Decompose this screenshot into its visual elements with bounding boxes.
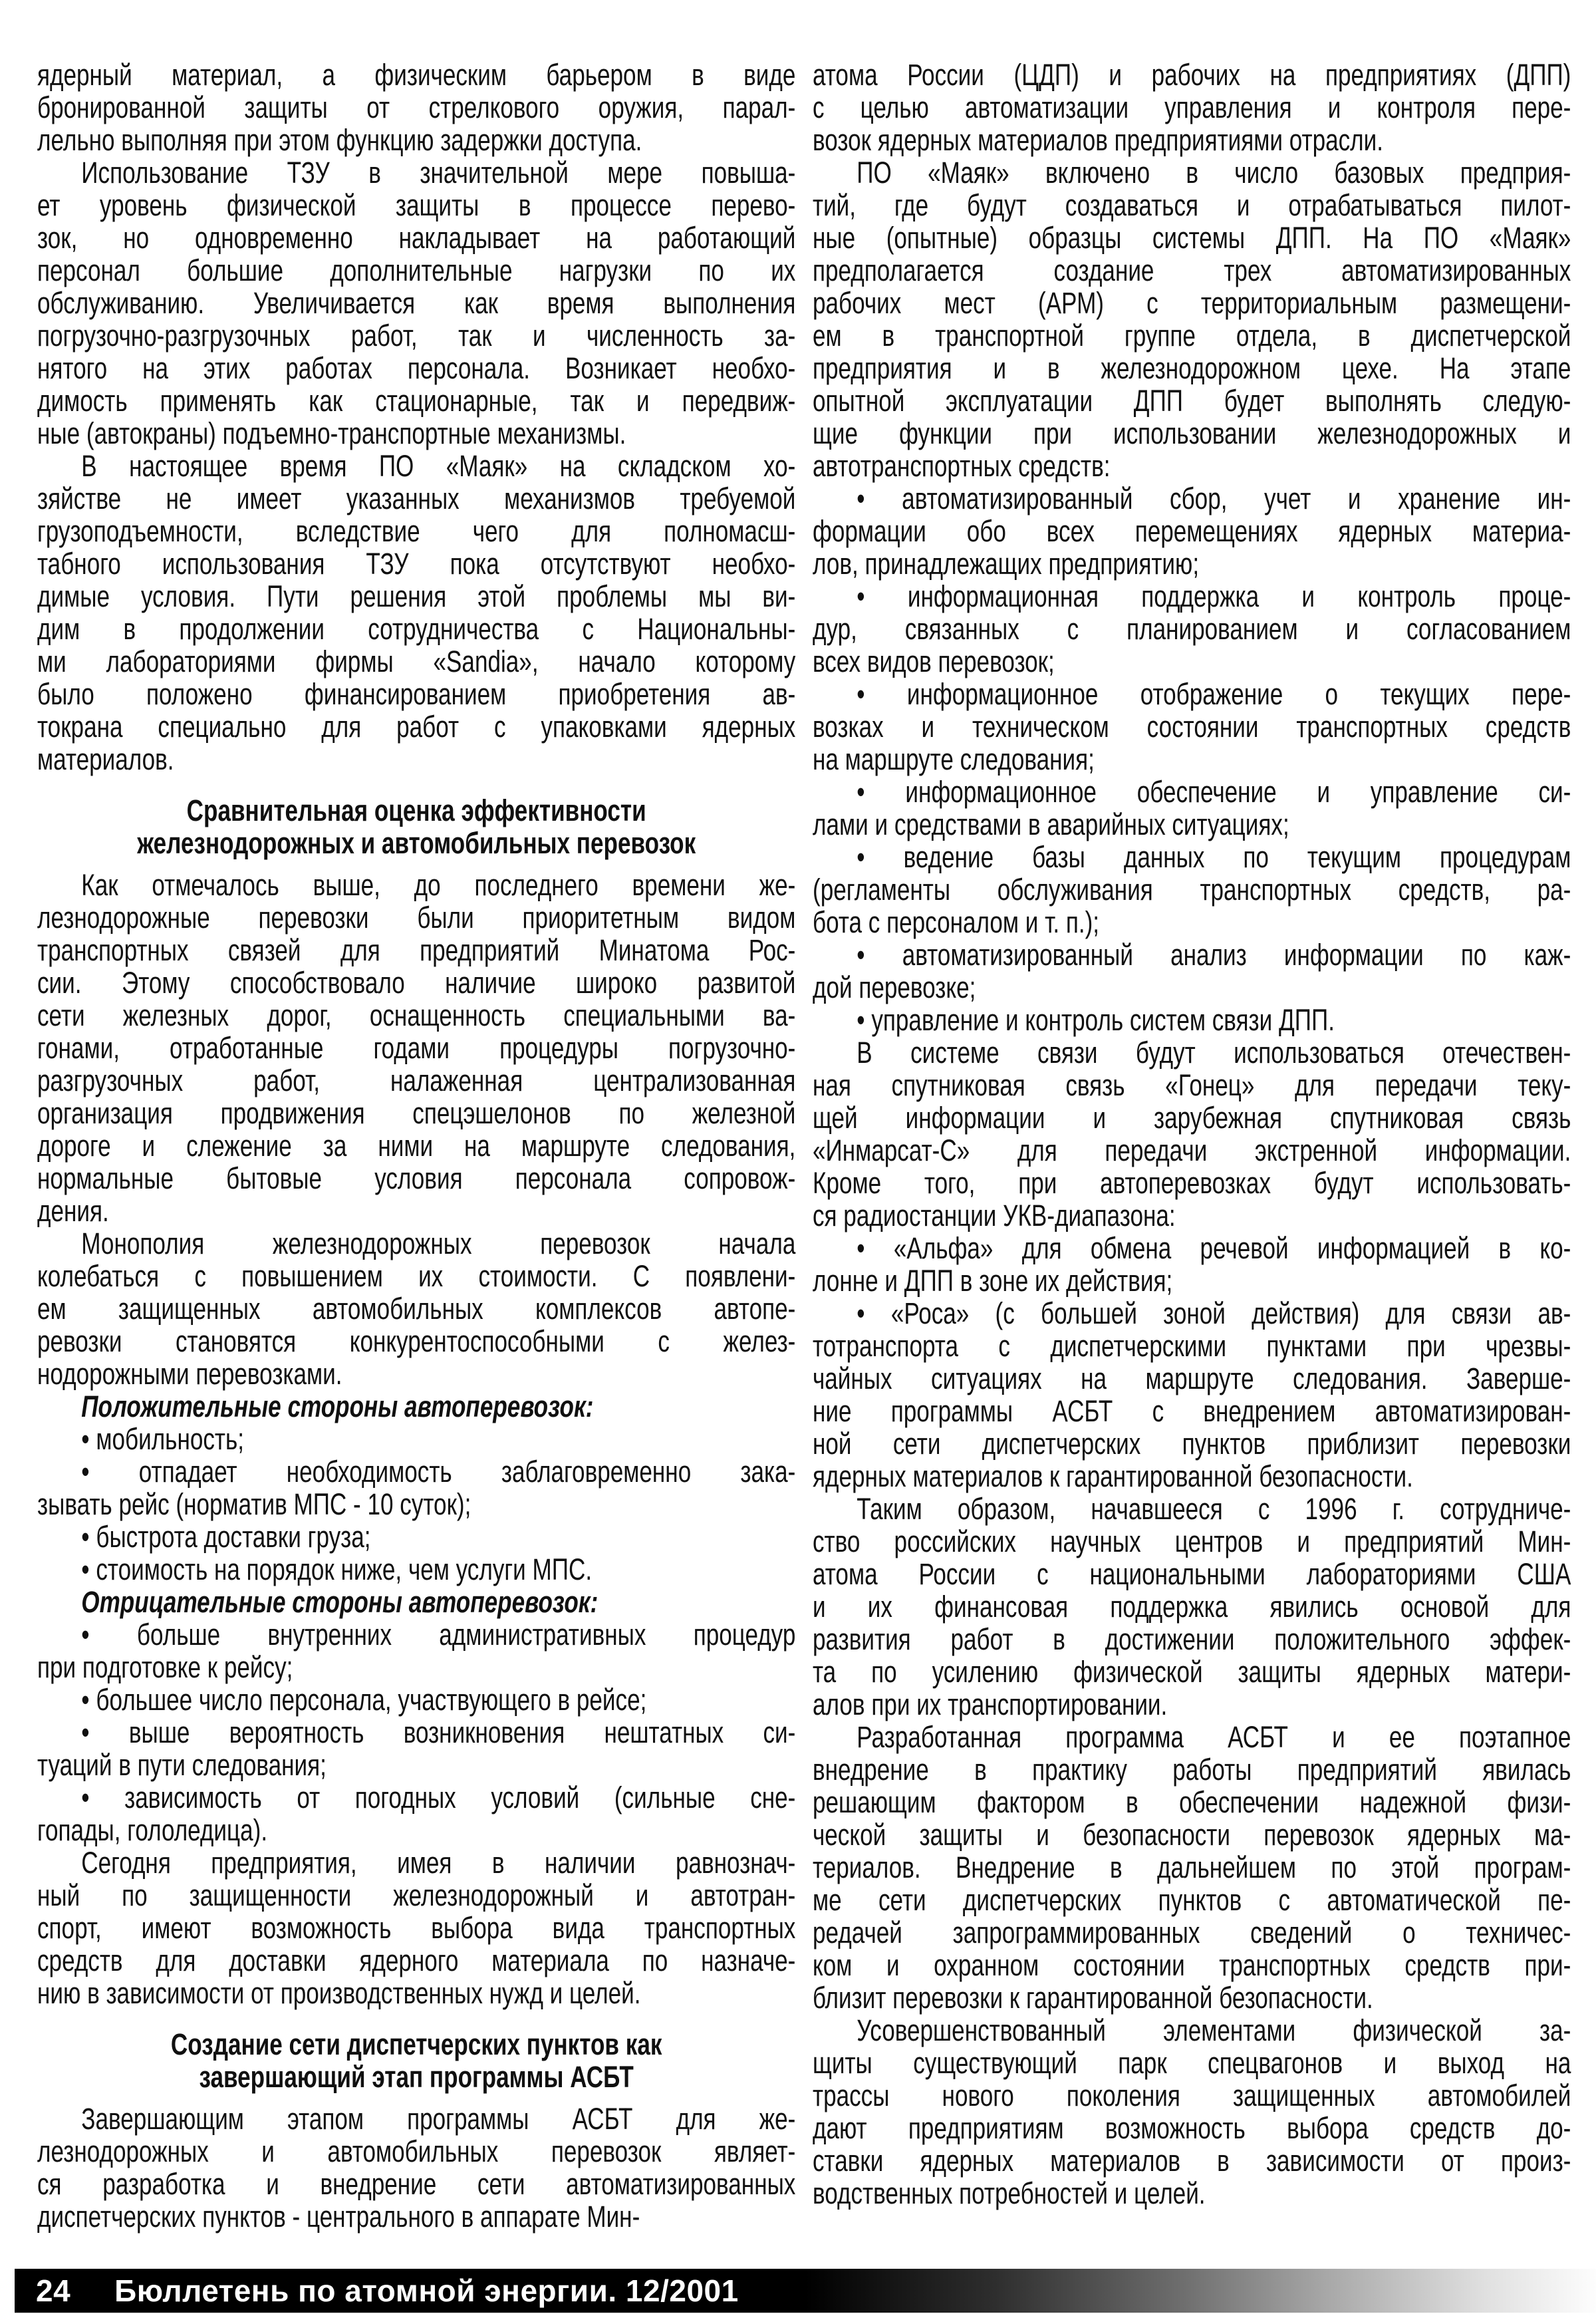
text-line: та по усилению физической защиты ядерных матери-	[813, 1655, 1571, 1689]
text-line: нию в зависимости от производственных нужд и целей.	[37, 1976, 641, 2010]
bullet-item	[813, 1297, 1571, 1493]
text-line: териалов. Внедрение в дальнейшем по этой програм-	[813, 1850, 1571, 1884]
text-line: зок, но одновременно накладывает на работающий	[37, 221, 796, 255]
text-line: лами и средствами в аварийных ситуациях;	[813, 807, 1289, 841]
text-line: Усовершенствованный элементами физической за-	[857, 2013, 1571, 2047]
text-line: Положительные стороны автоперевозок:	[81, 1389, 594, 1423]
text-line: формации обо всех перемещениях ядерных материа-	[813, 514, 1571, 548]
text-line: • стоимость на порядок ниже, чем услуги МПС.	[81, 1552, 593, 1586]
text-line: алов при их транспортировании.	[813, 1687, 1168, 1721]
text-line: (регламенты обслуживания транспортных средств, ра-	[813, 873, 1571, 907]
text-line: ет уровень физической защиты в процессе перево-	[37, 188, 796, 222]
paragraph	[37, 156, 795, 450]
text-line: гонами, отработанные годами процедуры погрузочно-	[37, 1031, 796, 1065]
text-line: ставки ядерных материалов в зависимости от произ-	[813, 2144, 1571, 2178]
text-line: лельно выполняя при этом функцию задержки доступа.	[37, 123, 642, 157]
text-line: • информационная поддержка и контроль проце-	[857, 579, 1571, 613]
text-line: ние программы АСБТ с внедрением автоматизирован-	[813, 1394, 1571, 1428]
text-line: дим в продолжении сотрудничества с Национальны-	[37, 612, 796, 646]
text-line: диспетчерских пунктов - центрального в аппарате Мин-	[37, 2200, 640, 2234]
text-line: материалов.	[37, 742, 174, 776]
paragraph	[813, 156, 1571, 482]
journal-title: Бюллетень по атомной энергии. 12/2001	[114, 2273, 739, 2308]
text-line: бота с персоналом и т. п.);	[813, 905, 1100, 939]
text-line: транспортных связей для предприятий Минатома Рос-	[37, 933, 796, 967]
text-line: нятого на этих работах персонала. Возникает необхо-	[37, 351, 796, 385]
text-line: всех видов перевозок;	[813, 645, 1055, 678]
text-line: Использование ТЗУ в значительной мере повыша-	[81, 156, 796, 190]
bullet-item	[37, 1781, 795, 1846]
text-line: железнодорожных и автомобильных перевозок	[137, 826, 696, 860]
text-line: «Инмарсат-С» для передачи экстренной информации.	[813, 1133, 1571, 1167]
text-line: на маршруте следования;	[813, 742, 1095, 776]
text-line: дур, связанных с планированием и согласованием	[813, 612, 1571, 646]
text-line: • автоматизированный сбор, учет и хранение ин-	[857, 482, 1571, 515]
text-line: Как отмечалось выше, до последнего времени же-	[81, 868, 796, 902]
text-line: ком и охранном состоянии транспортных средств при-	[813, 1948, 1571, 1982]
text-line: Разработанная программа АСБТ и ее поэтапное	[857, 1720, 1571, 1754]
text-line: развития работ в достижении положительного эффек-	[813, 1622, 1571, 1656]
text-line: и их финансовая поддержка явились основой для	[813, 1590, 1571, 1624]
text-line: • управление и контроль систем связи ДПП.	[857, 1003, 1335, 1037]
text-line: • зависимость от погодных условий (сильные сне-	[81, 1781, 796, 1814]
text-line: • отпадает необходимость заблаговременно зака-	[81, 1455, 796, 1489]
text-line: чайных ситуациях на маршруте следования. Заверше-	[813, 1362, 1571, 1395]
paragraph	[813, 1493, 1571, 1721]
text-line: погрузочно-разгрузочных работ, так и численность за-	[37, 319, 796, 353]
text-line: ная спутниковая связь «Гонец» для передачи теку-	[813, 1068, 1571, 1102]
text-columns	[37, 59, 1571, 2233]
paragraph	[813, 1036, 1571, 1232]
bullet-item	[813, 678, 1571, 776]
bullet-item	[813, 776, 1571, 841]
text-line: автотранспортных средств:	[813, 449, 1111, 483]
text-line: дения.	[37, 1194, 109, 1228]
page-number: 24	[36, 2273, 71, 2308]
text-line: бронированной защиты от стрелкового оружия, парал-	[37, 90, 796, 124]
text-line: предприятия и в железнодорожном цехе. На этапе	[813, 351, 1571, 385]
bullet-item	[813, 580, 1571, 678]
paragraph	[813, 1721, 1571, 2014]
text-line: • информационное обеспечение и управление си-	[857, 775, 1571, 809]
text-line: ем в транспортной группе отдела, в диспетчерской	[813, 319, 1571, 353]
text-line: Создание сети диспетчерских пунктов как	[170, 2027, 662, 2061]
text-line: димость применять как стационарные, так и передвиж-	[37, 384, 796, 418]
text-line: • автоматизированный анализ информации по каж-	[857, 938, 1571, 972]
text-line: щей информации и зарубежная спутниковая связь	[813, 1101, 1571, 1135]
text-line: Таким образом, начавшееся с 1996 г. сотрудниче-	[857, 1492, 1571, 1526]
text-line: редачей запрограммированных сведений о техничес-	[813, 1916, 1571, 1950]
bullet-item	[813, 1232, 1571, 1297]
right-column-wrap	[813, 59, 1571, 2233]
text-line: сии. Этому способствовало наличие широко развитой	[37, 966, 796, 1000]
text-line: ся радиостанции УКВ-диапазона:	[813, 1199, 1176, 1232]
text-line: ПО «Маяк» включено в число базовых предприя-	[857, 156, 1571, 190]
left-column-wrap	[37, 59, 795, 2233]
text-line: возок ядерных материалов предприятиями отрасли.	[813, 123, 1384, 157]
text-line: трассы нового поколения защищенных автомобилей	[813, 2079, 1571, 2112]
text-line: близит перевозки к гарантированной безопасности.	[813, 1981, 1373, 2015]
text-line: ный по защищенности железнодорожный и автотран-	[37, 1878, 796, 1912]
text-line: Сегодня предприятия, имея в наличии равнознач-	[81, 1846, 796, 1880]
text-line: разгрузочных работ, налаженная централизованная	[37, 1064, 796, 1097]
text-line: зывать рейс (норматив МПС - 10 суток);	[37, 1487, 471, 1521]
text-line: при подготовке к рейсу;	[37, 1650, 293, 1684]
text-line: ем защищенных автомобильных комплексов автопе-	[37, 1292, 796, 1326]
bullet-item	[37, 1683, 795, 1716]
text-line: персонал большие дополнительные нагрузки по их	[37, 253, 796, 287]
text-line: завершающий этап программы АСБТ	[199, 2060, 634, 2094]
text-line: лов, принадлежащих предприятию;	[813, 547, 1200, 581]
text-line: Сравнительная оценка эффективности	[186, 794, 646, 827]
bullet-item	[813, 1004, 1571, 1036]
text-line: дают предприятиям возможность выбора средств до-	[813, 2111, 1571, 2145]
paragraph	[37, 59, 795, 156]
text-line: В системе связи будут использоваться отечествен-	[857, 1036, 1571, 1070]
text-line: ческой защиты и безопасности перевозок ядерных ма-	[813, 1818, 1571, 1852]
text-line: • большее число персонала, участвующего в рейсе;	[81, 1683, 647, 1717]
text-line: атома России (ЦДП) и рабочих на предприятиях (ДПП)	[813, 58, 1571, 92]
text-line: внедрение в практику работы предприятий явилась	[813, 1753, 1571, 1787]
bullet-item	[37, 1423, 795, 1455]
text-line: водственных потребностей и целей.	[813, 2176, 1206, 2210]
text-line: • быстрота доставки груза;	[81, 1520, 371, 1554]
text-line: • больше внутренних административных процедур	[81, 1618, 796, 1652]
text-line: Монополия железнодорожных перевозок начала	[81, 1227, 796, 1260]
text-line: • выше вероятность возникновения нештатных си-	[81, 1715, 796, 1749]
paragraph	[813, 59, 1571, 156]
paragraph	[37, 1846, 795, 2009]
text-line: табного использования ТЗУ пока отсутствуют необхо-	[37, 547, 796, 581]
text-line: Отрицательные стороны автоперевозок:	[81, 1585, 598, 1619]
bullet-item	[37, 1618, 795, 1683]
text-line: • ведение базы данных по текущим процедурам	[857, 840, 1571, 874]
text-line: щиты существующий парк спецвагонов и выход на	[813, 2046, 1571, 2080]
text-line: • информационное отображение о текущих пере-	[857, 677, 1571, 711]
text-line: тотранспорта с диспетчерскими пунктами при чрезвы-	[813, 1329, 1571, 1363]
text-line: с целью автоматизации управления и контроля пере-	[813, 90, 1571, 124]
bullet-item	[37, 1553, 795, 1586]
bullet-item	[37, 1716, 795, 1781]
left-column	[37, 59, 795, 2233]
text-line: лезнодорожные перевозки были приоритетным видом	[37, 901, 796, 935]
text-line: ядерных материалов к гарантированной безопасности.	[813, 1459, 1413, 1493]
text-line: предполагается создание трех автоматизированных	[813, 253, 1571, 287]
text-line: сети железных дорог, оснащенность специальными ва-	[37, 998, 796, 1032]
text-line: щие функции при использовании железнодорожных и	[813, 416, 1571, 450]
text-line: лезнодорожных и автомобильных перевозок являет-	[37, 2134, 796, 2168]
text-line: нормальные бытовые условия персонала сопровож-	[37, 1161, 796, 1195]
text-line: токрана специально для работ с упаковками ядерных	[37, 710, 796, 744]
bullet-item	[813, 939, 1571, 1004]
footer-bar	[15, 2269, 1596, 2313]
list-subheading	[37, 1586, 795, 1618]
text-line: тий, где будут создаваться и отрабатываться пилот-	[813, 188, 1571, 222]
text-line: Завершающим этапом программы АСБТ для же-	[81, 2102, 796, 2136]
text-line: ной сети диспетчерских пунктов приблизит перевозки	[813, 1427, 1571, 1461]
text-line: • «Альфа» для обмена речевой информацией в ко-	[857, 1231, 1571, 1265]
text-line: • мобильность;	[81, 1422, 245, 1456]
text-line: обслуживанию. Увеличивается как время выполнения	[37, 286, 796, 320]
paragraph	[813, 2014, 1571, 2210]
text-line: средств для доставки ядерного материала по назначе-	[37, 1944, 796, 1977]
text-line: ся разработка и внедрение сети автоматизированных	[37, 2167, 796, 2201]
text-line: дороге и слежение за ними на маршруте следования,	[37, 1129, 796, 1163]
list-subheading	[37, 1390, 795, 1423]
text-line: организация продвижения спецэшелонов по железной	[37, 1096, 796, 1130]
text-line: ные (опытные) образцы системы ДПП. На ПО «Маяк»	[813, 221, 1571, 255]
text-line: грузоподъемности, вследствие чего для полномасш-	[37, 514, 796, 548]
section-heading	[37, 2028, 795, 2093]
text-line: спорт, имеют возможность выбора вида транспортных	[37, 1911, 796, 1945]
text-line: гопады, гололедица).	[37, 1813, 268, 1847]
paragraph	[37, 2102, 795, 2233]
bullet-item	[37, 1455, 795, 1520]
text-line: рабочих мест (АРМ) с территориальным размещени-	[813, 286, 1571, 320]
text-line: В настоящее время ПО «Маяк» на складском хо-	[81, 449, 796, 483]
text-line: дой перевозке;	[813, 970, 976, 1004]
paragraph	[37, 450, 795, 776]
text-line: ядерный материал, а физическим барьером в виде	[37, 58, 796, 92]
text-line: туаций в пути следования;	[37, 1748, 327, 1782]
paragraph	[37, 1227, 795, 1390]
bullet-item	[813, 841, 1571, 939]
text-line: ме сети диспетчерских пунктов с автоматической пе-	[813, 1883, 1571, 1917]
text-line: решающим фактором в обеспечении надежной физи-	[813, 1785, 1571, 1819]
text-line: возках и техническом состоянии транспортных средств	[813, 710, 1571, 744]
text-line: ми лабораториями фирмы «Sandia», начало которому	[37, 645, 796, 678]
text-line: колебаться с повышением их стоимости. С появлени-	[37, 1259, 796, 1293]
text-line: лонне и ДПП в зоне их действия;	[813, 1264, 1173, 1298]
paragraph	[37, 869, 795, 1227]
text-line: было положено финансированием приобретения ав-	[37, 677, 796, 711]
bullet-item	[813, 482, 1571, 580]
text-line: • «Роса» (с большей зоной действия) для связи ав-	[857, 1296, 1571, 1330]
text-line: ство российских научных центров и предприятий Мин-	[813, 1524, 1571, 1558]
text-line: атома России с национальными лабораториями США	[813, 1557, 1571, 1591]
section-heading	[37, 794, 795, 859]
text-line: зяйстве не имеет указанных механизмов требуемой	[37, 482, 796, 515]
text-line: Кроме того, при автоперевозках будут использовать-	[813, 1166, 1571, 1200]
text-line: димые условия. Пути решения этой проблемы мы ви-	[37, 579, 796, 613]
right-column	[813, 59, 1571, 2210]
text-line: ные (автокраны) подъемно-транспортные механизмы.	[37, 416, 626, 450]
bullet-item	[37, 1520, 795, 1553]
text-line: опытной эксплуатации ДПП будет выполнять следую-	[813, 384, 1571, 418]
text-line: ревозки становятся конкурентоспособными с желез-	[37, 1324, 796, 1358]
text-line: нодорожными перевозками.	[37, 1357, 342, 1391]
